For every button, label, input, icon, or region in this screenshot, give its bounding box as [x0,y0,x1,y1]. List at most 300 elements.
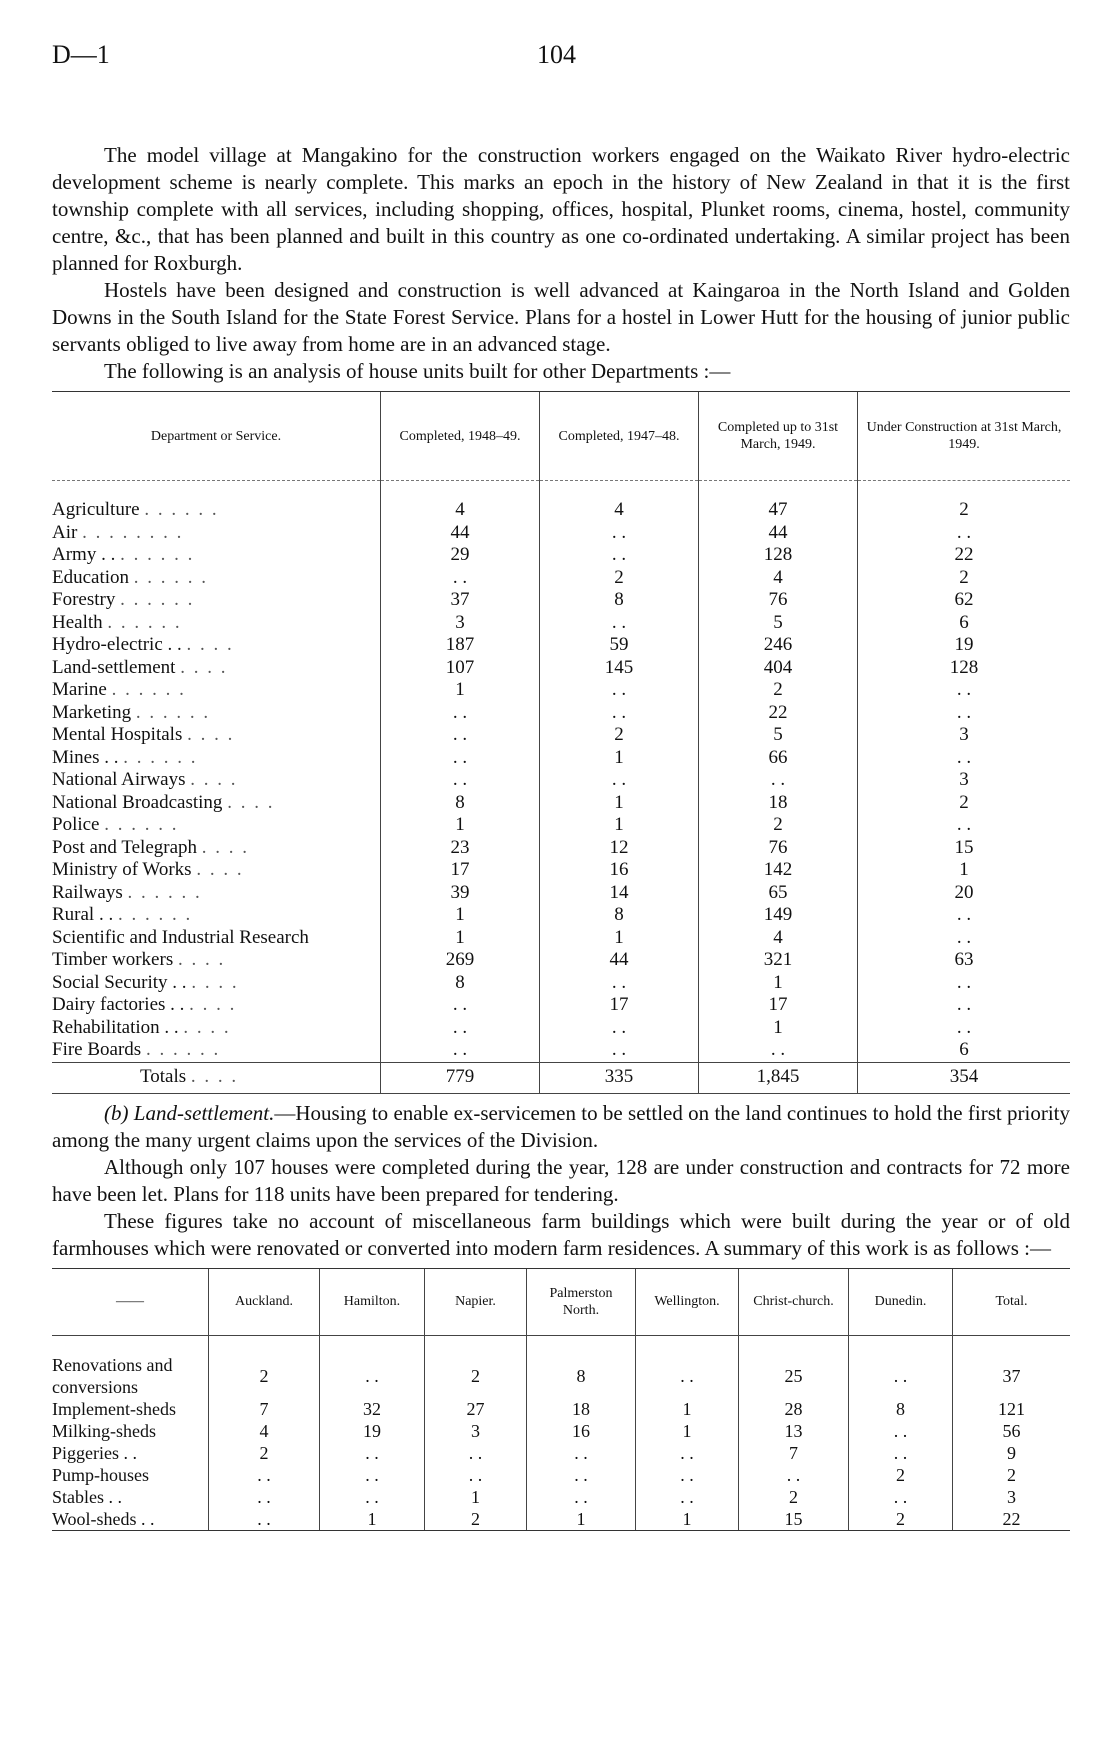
value-cell: 4 [209,1420,320,1442]
paragraph-hostels: Hostels have been designed and construction is well advanced at Kaingaroa in the North Island and Golden Downs in the South Island for the State Forest Service. Plans for a hostel in Lower Hutt for the housing of junior public servants obliged to live away from home are in an advanced stage. [52,278,1070,356]
value-cell: . . [849,1335,953,1398]
leader-dots: . . . . [189,994,237,1015]
table-row [52,1420,1070,1442]
value-cell: 17 [699,994,858,1017]
leader-dots: . . . . [183,1016,231,1038]
department-name: Hydro-electric . . [52,634,182,655]
leader-dots: . . . . . . [104,814,179,835]
value-cell: 1 [699,1017,858,1040]
value-cell: 4 [699,927,858,950]
value-cell: 7 [739,1442,849,1464]
value-cell: . . [858,972,1071,995]
value-cell: . . [858,1017,1071,1040]
leader-dots: . . . . . . . . [82,521,184,543]
value-cell: 1 [540,792,699,815]
leader-dots: . . . . . . [107,611,182,633]
department-cell [52,747,381,770]
table-row [52,1017,1070,1040]
value-cell: 44 [381,522,540,545]
table-row [52,522,1070,545]
table-row [52,747,1070,770]
value-cell: 2 [540,567,699,590]
value-cell: . . [540,769,699,792]
table-row [52,792,1070,815]
value-cell: . . [540,612,699,635]
value-cell: 44 [540,949,699,972]
value-cell: 19 [858,634,1071,657]
value-cell: 1 [699,972,858,995]
farm-buildings-table-body [52,1335,1070,1530]
department-name: Health [52,611,103,633]
value-cell: 121 [953,1398,1071,1420]
value-cell: 17 [381,859,540,882]
column-header: Auckland. [209,1268,320,1335]
value-cell: 2 [209,1335,320,1398]
value-cell: 2 [739,1486,849,1508]
table-row [52,1398,1070,1420]
value-cell: . . [527,1486,636,1508]
value-cell: 2 [953,1464,1071,1486]
value-cell: 29 [381,544,540,567]
department-name: Mental Hospitals [52,724,183,745]
leader-dots: . . . . [180,656,228,678]
department-name: Forestry [52,589,116,610]
value-cell: . . [858,702,1071,725]
table-row [52,634,1070,657]
department-name: Railways [52,881,123,903]
value-cell: . . [381,747,540,770]
department-name: Scientific and Industrial Research [52,926,309,948]
house-units-table-body [52,481,1070,1094]
paragraph-farm-buildings: These figures take no account of miscellaneous farm buildings which were built during the year or of old farmhouses which were renovated or converted into modern farm residences. A summary of this work is as follows :— [52,1208,1070,1260]
value-cell: 4 [540,481,699,522]
value-cell: . . [209,1486,320,1508]
leader-dots: . . . . . . [144,499,219,520]
leader-dots: . . . . . . [117,904,193,925]
value-cell: . . [849,1442,953,1464]
value-cell: 128 [858,657,1071,680]
value-cell: 2 [858,481,1071,522]
value-cell: 8 [540,589,699,612]
table-row [52,589,1070,612]
value-cell: . . [540,544,699,567]
table-row [52,882,1070,905]
totals-row [52,1062,1070,1093]
value-cell: 20 [858,882,1071,905]
department-name: Post and Telegraph [52,836,198,858]
value-cell: 37 [953,1335,1071,1398]
value-cell: . . [320,1335,425,1398]
value-cell: . . [849,1420,953,1442]
page-header [52,40,1070,80]
value-cell: 8 [849,1398,953,1420]
department-name: Marine [52,679,107,700]
section-text: —Housing to enable ex-servicemen to be settled on the land continues to hold the first priority among the many urgent claims upon the services of the Division. [52,1100,1070,1152]
value-cell: 13 [739,1420,849,1442]
table-row [52,679,1070,702]
value-cell: . . [381,702,540,725]
paragraph-houses-completed: Although only 107 houses were completed during the year, 128 are under construction and contracts for 72 more have been let. Plans for 118 units have been prepared for tendering. [52,1154,1070,1206]
value-cell: 63 [858,949,1071,972]
value-cell: . . [699,769,858,792]
department-name: Air [52,521,78,543]
value-cell: . . [540,522,699,545]
department-cell [52,679,381,702]
totals-label: Totals [140,1066,187,1088]
value-cell: 5 [699,724,858,747]
value-cell: . . [209,1464,320,1486]
value-cell: . . [739,1464,849,1486]
value-cell: 2 [849,1464,953,1486]
value-cell: . . [381,724,540,747]
value-cell: . . [320,1442,425,1464]
value-cell: . . [425,1464,527,1486]
value-cell: . . [636,1486,739,1508]
value-cell: 76 [699,589,858,612]
table-row [52,927,1070,950]
table-header-row [52,1268,1070,1335]
value-cell: 1 [381,814,540,837]
document-reference: D—1 [52,40,110,69]
leader-dots: . . . . [227,791,275,813]
table-row [52,1464,1070,1486]
department-name: Ministry of Works [52,859,192,880]
leader-dots: . . . . . . [135,701,211,723]
value-cell: 145 [540,657,699,680]
department-cell [52,882,381,905]
value-cell: 2 [699,679,858,702]
value-cell: 1 [540,927,699,950]
value-cell: 8 [381,792,540,815]
table-row [52,1486,1070,1508]
value-cell: . . [858,927,1071,950]
leader-dots: . . . . [201,836,250,858]
value-cell: . . [381,567,540,590]
value-cell: . . [381,1039,540,1062]
table-row [52,769,1070,792]
department-cell [52,481,381,522]
value-cell: 128 [699,544,858,567]
department-cell [52,1039,381,1062]
building-type-cell: Wool-sheds . . [52,1508,209,1531]
department-name: Mines . . [52,746,119,768]
department-name: Army . . [52,544,116,565]
value-cell: 2 [849,1508,953,1531]
table-row [52,1039,1070,1062]
column-header-department: Department or Service. [52,392,381,481]
department-cell [52,769,381,792]
value-cell: . . [540,1017,699,1040]
table-header-row [52,392,1070,481]
department-cell [52,522,381,545]
value-cell: 65 [699,882,858,905]
totals-cell [52,1062,381,1093]
value-cell: 6 [858,1039,1071,1062]
column-header: Total. [953,1268,1071,1335]
department-name: Timber workers [52,949,174,970]
value-cell: 56 [953,1420,1071,1442]
department-name: Police [52,814,100,835]
value-cell: 149 [699,904,858,927]
leader-dots: . . . . [187,724,235,745]
column-header: Napier. [425,1268,527,1335]
table-row [52,1335,1070,1398]
building-type-cell: Milking-sheds [52,1420,157,1441]
total-value-cell: 1,845 [699,1062,858,1093]
value-cell: 66 [699,747,858,770]
table-row [52,567,1070,590]
value-cell: 22 [699,702,858,725]
document-page [52,40,1070,1531]
value-cell: 1 [636,1420,739,1442]
table-row [52,949,1070,972]
value-cell: 3 [953,1486,1071,1508]
table-row [52,859,1070,882]
department-cell [52,567,381,590]
value-cell: 1 [527,1508,636,1531]
value-cell: . . [858,904,1071,927]
department-name: Dairy factories . . [52,994,185,1015]
farm-buildings-table [52,1268,1070,1531]
value-cell: . . [636,1464,739,1486]
section-label: (b) Land-settlement. [104,1100,275,1125]
department-cell [52,837,381,860]
leader-dots: . . . . [190,1066,239,1088]
department-cell [52,927,381,950]
value-cell: 62 [858,589,1071,612]
value-cell: . . [858,994,1071,1017]
value-cell: 2 [858,567,1071,590]
table-row [52,657,1070,680]
table-row [52,972,1070,995]
department-cell [52,859,381,882]
value-cell: 8 [527,1335,636,1398]
department-cell [52,994,381,1017]
value-cell: 2 [699,814,858,837]
column-header-under-construction: Under Construction at 31st March, 1949. [858,392,1071,481]
table-row [52,612,1070,635]
department-cell [52,544,381,567]
value-cell: 16 [527,1420,636,1442]
value-cell: 2 [858,792,1071,815]
leader-dots: . . . . . . [145,1039,221,1060]
value-cell: 246 [699,634,858,657]
department-cell [52,972,381,995]
department-cell [52,612,381,635]
value-cell: . . [540,1039,699,1062]
value-cell: . . [849,1486,953,1508]
column-header-completed-1947-48: Completed, 1947–48. [540,392,699,481]
department-cell [52,792,381,815]
table-row [52,702,1070,725]
value-cell: . . [320,1486,425,1508]
value-cell: 22 [953,1508,1071,1531]
value-cell: 1 [858,859,1071,882]
value-cell: 3 [858,769,1071,792]
department-name: Agriculture [52,499,140,520]
value-cell: 16 [540,859,699,882]
column-header: Dunedin. [849,1268,953,1335]
table-row [52,994,1070,1017]
value-cell: 27 [425,1398,527,1420]
value-cell: . . [858,679,1071,702]
value-cell: . . [636,1335,739,1398]
paragraph-model-village: The model village at Mangakino for the construction workers engaged on the Waikato River hydro-electric development scheme is nearly complete. This marks an epoch in the history of New Zealand in that it is the first township complete with all services, including shopping, offices, hospital, Plunket rooms, cinema, hostel, community centre, &c., that has been planned and built in this country as one co-ordinated undertaking. A similar project has been planned for Roxburgh. [52,143,1070,275]
total-value-cell: 354 [858,1062,1071,1093]
leader-dots: . . . . . . [120,589,195,610]
value-cell: . . [381,994,540,1017]
department-name: Rural . . [52,904,114,925]
value-cell: 8 [381,972,540,995]
value-cell: 3 [425,1420,527,1442]
value-cell: 25 [739,1335,849,1398]
house-units-table [52,391,1070,1094]
value-cell: 2 [425,1508,527,1531]
total-value-cell: 779 [381,1062,540,1093]
department-cell [52,634,381,657]
column-header: Christ-church. [739,1268,849,1335]
value-cell: . . [636,1442,739,1464]
value-cell: . . [320,1464,425,1486]
value-cell: 6 [858,612,1071,635]
value-cell: 12 [540,837,699,860]
value-cell: 8 [540,904,699,927]
value-cell: 47 [699,481,858,522]
value-cell: 404 [699,657,858,680]
value-cell: 22 [858,544,1071,567]
department-name: Social Security . . [52,971,187,993]
value-cell: 37 [381,589,540,612]
value-cell: . . [209,1508,320,1531]
value-cell: . . [425,1442,527,1464]
value-cell: 15 [739,1508,849,1531]
column-header: Hamilton. [320,1268,425,1335]
department-cell [52,904,381,927]
value-cell: 187 [381,634,540,657]
value-cell: 18 [699,792,858,815]
department-name: Marketing [52,701,132,723]
value-cell: 2 [540,724,699,747]
value-cell: . . [527,1442,636,1464]
building-type-cell: Pump-houses [52,1464,150,1485]
value-cell: . . [540,972,699,995]
value-cell: 1 [636,1398,739,1420]
column-header: Palmerston North. [527,1268,636,1335]
value-cell: 1 [540,747,699,770]
value-cell: 1 [320,1508,425,1531]
value-cell: 1 [381,927,540,950]
value-cell: 321 [699,949,858,972]
value-cell: 32 [320,1398,425,1420]
leader-dots: . . . . [196,859,244,880]
value-cell: 2 [425,1335,527,1398]
value-cell: 19 [320,1420,425,1442]
value-cell: 269 [381,949,540,972]
value-cell: 59 [540,634,699,657]
value-cell: 4 [381,481,540,522]
value-cell: . . [858,814,1071,837]
value-cell: 17 [540,994,699,1017]
value-cell: 3 [858,724,1071,747]
department-name: Rehabilitation . . [52,1016,179,1038]
value-cell: 39 [381,882,540,905]
value-cell: 1 [636,1508,739,1531]
leader-dots: . . . . [190,769,238,790]
value-cell: 107 [381,657,540,680]
department-cell [52,589,381,612]
value-cell: 1 [381,904,540,927]
value-cell: 28 [739,1398,849,1420]
department-name: National Airways [52,769,186,790]
value-cell: . . [858,747,1071,770]
page-number: 104 [537,40,576,69]
department-name: Land-settlement [52,656,176,678]
total-value-cell: 335 [540,1062,699,1093]
value-cell: 142 [699,859,858,882]
department-cell [52,702,381,725]
paragraph-land-settlement [52,1100,1070,1154]
leader-dots: . . . . . . [127,881,202,903]
value-cell: 2 [209,1442,320,1464]
leader-dots: . . . . . . [111,679,186,700]
column-header-completed-to-date: Completed up to 31st March, 1949. [699,392,858,481]
value-cell: 3 [381,612,540,635]
table-row [52,837,1070,860]
department-name: Fire Boards [52,1039,142,1060]
value-cell: . . [858,522,1071,545]
column-header: —— [52,1268,209,1335]
department-cell [52,657,381,680]
leader-dots: . . . . [186,634,234,655]
table-row [52,904,1070,927]
value-cell: . . [540,679,699,702]
value-cell: 4 [699,567,858,590]
leader-dots: . . . . [191,971,239,993]
table-row [52,481,1070,522]
value-cell: . . [381,769,540,792]
building-type-cell: Piggeries . . [52,1442,137,1463]
value-cell: 14 [540,882,699,905]
value-cell: 5 [699,612,858,635]
department-name: National Broadcasting [52,791,223,813]
value-cell: 23 [381,837,540,860]
building-type-cell: Stables . . [52,1486,122,1507]
paragraph-analysis-intro: The following is an analysis of house units built for other Departments :— [104,359,731,383]
leader-dots: . . . . [177,949,226,970]
value-cell: 18 [527,1398,636,1420]
value-cell: 7 [209,1398,320,1420]
column-header-completed-1948-49: Completed, 1948–49. [381,392,540,481]
value-cell: 44 [699,522,858,545]
table-row [52,724,1070,747]
column-header: Wellington. [636,1268,739,1335]
value-cell: 1 [425,1486,527,1508]
department-name: Education [52,566,130,588]
value-cell: 1 [381,679,540,702]
table-row [52,814,1070,837]
department-cell [52,1017,381,1040]
table-row [52,544,1070,567]
leader-dots: . . . . . . [133,566,209,588]
leader-dots: . . . . . . [120,544,195,565]
department-cell [52,724,381,747]
building-type-cell: Implement-sheds [52,1398,176,1419]
value-cell: . . [540,702,699,725]
table-row [52,1442,1070,1464]
value-cell: . . [381,1017,540,1040]
value-cell: 15 [858,837,1071,860]
value-cell: 76 [699,837,858,860]
